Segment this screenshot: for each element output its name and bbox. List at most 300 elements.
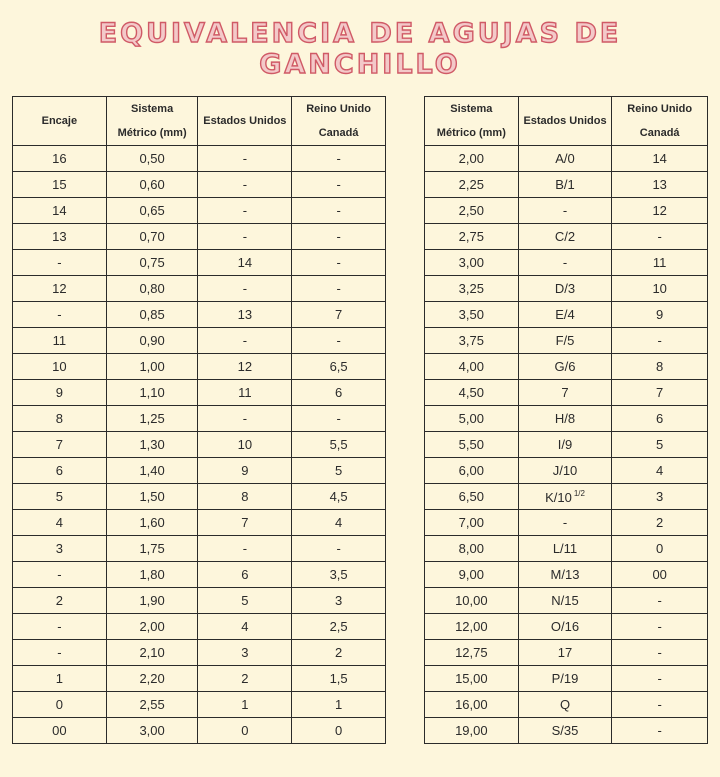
table-cell <box>612 718 708 744</box>
table-cell <box>518 666 612 692</box>
cell-value: 4 <box>55 515 63 530</box>
cell-value: 3,25 <box>458 281 484 296</box>
table-cell <box>13 276 107 302</box>
table-cell <box>518 562 612 588</box>
table-row <box>425 666 708 692</box>
cell-value: 11 <box>238 385 252 400</box>
table-cell <box>292 484 386 510</box>
table-cell <box>13 614 107 640</box>
table-cell <box>106 380 198 406</box>
table-row <box>425 614 708 640</box>
table-cell <box>198 250 292 276</box>
cell-value: - <box>336 333 341 348</box>
table-cell <box>518 484 612 510</box>
cell-value: 7 <box>335 307 343 322</box>
cell-value: 0 <box>335 723 343 738</box>
table-cell <box>612 406 708 432</box>
cell-value: 2 <box>55 593 63 608</box>
cell-value: 4,50 <box>458 385 484 400</box>
table-cell <box>106 666 198 692</box>
column-header <box>292 97 386 146</box>
cell-value: - <box>242 333 248 348</box>
table-cell <box>106 224 198 250</box>
table-cell <box>106 640 198 666</box>
table-cell <box>198 562 292 588</box>
cell-value: - <box>336 177 341 192</box>
cell-value: 12,75 <box>455 645 488 660</box>
cell-value: 1,75 <box>139 541 165 556</box>
table-cell <box>13 536 107 562</box>
table-cell <box>106 302 198 328</box>
column-header-text: Canadá <box>639 127 680 139</box>
table-cell <box>612 276 708 302</box>
cell-value: 2,5 <box>329 619 348 634</box>
table-cell <box>13 328 107 354</box>
table-cell <box>106 198 198 224</box>
table-cell <box>518 536 612 562</box>
table-cell <box>518 510 612 536</box>
fraction-superscript: 1/2 <box>573 488 585 498</box>
cell-value: - <box>336 151 341 166</box>
table-cell <box>518 588 612 614</box>
cell-value: 9 <box>241 463 249 478</box>
cell-value: 6 <box>241 567 249 582</box>
table-row <box>425 562 708 588</box>
table-cell <box>292 250 386 276</box>
cell-value: 7 <box>656 385 664 400</box>
table-cell <box>292 692 386 718</box>
table-cell <box>612 640 708 666</box>
table-cell <box>612 614 708 640</box>
cell-value: - <box>657 723 662 738</box>
cell-value: 0 <box>55 697 63 712</box>
table-cell <box>13 588 107 614</box>
cell-value: - <box>242 177 248 192</box>
cell-value: 12 <box>652 203 667 218</box>
table-row <box>13 198 386 224</box>
table-row <box>425 536 708 562</box>
cell-value: 4 <box>335 515 343 530</box>
cell-value: 5 <box>241 593 249 608</box>
table-row <box>425 328 708 354</box>
table-cell <box>106 692 198 718</box>
cell-value: - <box>657 333 662 348</box>
cell-value: 4,00 <box>458 359 484 374</box>
cell-value: 0,85 <box>139 307 165 322</box>
cell-value: 12 <box>237 359 253 374</box>
table-cell <box>292 328 386 354</box>
table-cell <box>106 432 198 458</box>
table-header-row <box>13 97 386 146</box>
table-cell <box>425 432 519 458</box>
cell-value: 2 <box>335 645 343 660</box>
table-cell <box>106 484 198 510</box>
cell-value: - <box>657 619 662 634</box>
column-header <box>13 97 107 146</box>
cell-value: 11 <box>52 333 67 348</box>
table-cell <box>292 536 386 562</box>
table-row <box>425 458 708 484</box>
table-cell <box>612 380 708 406</box>
cell-value: 17 <box>557 645 573 660</box>
cell-value: 10 <box>237 437 253 452</box>
cell-value: 0,70 <box>139 229 165 244</box>
cell-value: 3,00 <box>139 723 165 738</box>
table-row <box>13 588 386 614</box>
table-row <box>13 692 386 718</box>
cell-value: 0,50 <box>139 151 165 166</box>
cell-value: 3 <box>335 593 343 608</box>
cell-value: 3 <box>241 645 249 660</box>
cell-value: 14 <box>652 151 667 166</box>
cell-value: 0,80 <box>139 281 165 296</box>
table-cell <box>612 172 708 198</box>
table-cell <box>425 380 519 406</box>
table-cell <box>518 328 612 354</box>
table-cell <box>612 510 708 536</box>
cell-value: - <box>57 255 62 270</box>
cell-value: - <box>242 541 248 556</box>
cell-value: - <box>336 281 341 296</box>
table-cell <box>292 276 386 302</box>
table-cell <box>425 640 519 666</box>
table-cell <box>13 692 107 718</box>
table-row <box>13 614 386 640</box>
table-cell <box>612 562 708 588</box>
cell-value: 5,5 <box>329 437 348 452</box>
table-row <box>425 588 708 614</box>
cell-value: - <box>657 229 662 244</box>
cell-value: - <box>657 593 662 608</box>
cell-value: 3 <box>656 489 664 504</box>
column-header-text: Sistema <box>131 103 174 115</box>
column-header <box>106 97 198 146</box>
table-cell <box>425 250 519 276</box>
cell-value: 0,60 <box>139 177 165 192</box>
cell-value: F/5 <box>555 333 575 348</box>
table-cell <box>612 458 708 484</box>
cell-value: 1,25 <box>139 411 165 426</box>
cell-value: - <box>562 203 568 218</box>
cell-value: 2,00 <box>139 619 165 634</box>
cell-value: 1,80 <box>139 567 165 582</box>
cell-value: 0 <box>656 541 664 556</box>
table-row <box>13 172 386 198</box>
table-cell <box>612 146 708 172</box>
column-header <box>425 97 519 146</box>
cell-value: 5 <box>656 437 664 452</box>
table-cell <box>13 406 107 432</box>
needle-size-table-right <box>424 96 708 744</box>
cell-value: 2,25 <box>458 177 484 192</box>
table-cell <box>106 146 198 172</box>
table-cell <box>198 640 292 666</box>
cell-value: 11 <box>652 255 667 270</box>
table-row <box>425 718 708 744</box>
cell-value: 3,75 <box>458 333 484 348</box>
table-row <box>13 406 386 432</box>
table-cell <box>425 458 519 484</box>
cell-value: 2,10 <box>139 645 165 660</box>
cell-value: 10 <box>52 359 67 374</box>
table-cell <box>292 666 386 692</box>
cell-value: M/13 <box>550 567 580 582</box>
table-cell <box>292 640 386 666</box>
cell-value: 12 <box>52 281 67 296</box>
table-cell <box>518 458 612 484</box>
column-header-text: Estados Unidos <box>523 115 607 127</box>
table-row <box>13 432 386 458</box>
cell-value: 7,00 <box>458 515 484 530</box>
cell-value: - <box>242 411 248 426</box>
cell-value: 4,5 <box>329 489 348 504</box>
cell-value: H/8 <box>554 411 576 426</box>
cell-value: 1 <box>335 697 343 712</box>
cell-value: - <box>57 619 62 634</box>
cell-value: 6,00 <box>458 463 484 478</box>
column-header-text: Estados Unidos <box>203 115 287 127</box>
cell-value: 14 <box>52 203 67 218</box>
table-cell <box>518 718 612 744</box>
table-cell <box>425 328 519 354</box>
table-cell <box>198 718 292 744</box>
cell-value: 4 <box>241 619 249 634</box>
table-cell <box>292 172 386 198</box>
table-cell <box>518 276 612 302</box>
table-cell <box>612 354 708 380</box>
column-header-text: Sistema <box>450 103 493 115</box>
table-cell <box>13 224 107 250</box>
needle-size-table-left <box>12 96 386 744</box>
cell-value: C/2 <box>554 229 576 244</box>
cell-value: 0,90 <box>139 333 165 348</box>
table-row <box>13 328 386 354</box>
cell-value: - <box>242 203 248 218</box>
table-cell <box>518 406 612 432</box>
table-cell <box>292 198 386 224</box>
cell-value: 8 <box>241 489 249 504</box>
table-cell <box>106 458 198 484</box>
table-row <box>13 718 386 744</box>
cell-value: 3,00 <box>458 255 484 270</box>
table-row <box>425 354 708 380</box>
table-cell <box>425 406 519 432</box>
cell-value: 1 <box>55 671 63 686</box>
table-row <box>425 172 708 198</box>
cell-value: A/0 <box>555 151 575 166</box>
table-cell <box>518 354 612 380</box>
table-cell <box>13 562 107 588</box>
cell-value: N/15 <box>551 593 579 608</box>
table-row <box>425 302 708 328</box>
cell-value: - <box>657 645 662 660</box>
column-header-text: Métrico (mm) <box>117 127 187 139</box>
table-cell <box>425 666 519 692</box>
table-cell <box>612 432 708 458</box>
table-cell <box>518 224 612 250</box>
cell-value: 7 <box>55 437 63 452</box>
cell-value: 15 <box>52 177 67 192</box>
cell-value: 1,50 <box>139 489 165 504</box>
table-cell <box>425 692 519 718</box>
table-row <box>13 302 386 328</box>
table-row <box>425 510 708 536</box>
table-row <box>13 562 386 588</box>
table-header-row <box>425 97 708 146</box>
table-row <box>13 146 386 172</box>
cell-value: 14 <box>237 255 253 270</box>
table-cell <box>292 458 386 484</box>
cell-value: - <box>657 697 662 712</box>
table-cell <box>518 614 612 640</box>
cell-value: Q <box>559 697 571 712</box>
column-header <box>518 97 612 146</box>
table-cell <box>518 198 612 224</box>
table-cell <box>425 588 519 614</box>
table-cell <box>518 640 612 666</box>
cell-value: - <box>242 229 248 244</box>
table-cell <box>612 588 708 614</box>
cell-value: 2,00 <box>458 151 484 166</box>
table-row <box>425 406 708 432</box>
cell-value: 5,50 <box>458 437 484 452</box>
table-cell <box>106 510 198 536</box>
table-cell <box>198 224 292 250</box>
cell-value: - <box>657 671 662 686</box>
cell-value: 5 <box>335 463 343 478</box>
table-cell <box>425 562 519 588</box>
table-row <box>13 666 386 692</box>
table-cell <box>612 536 708 562</box>
table-cell <box>198 510 292 536</box>
table-cell <box>106 406 198 432</box>
table-cell <box>612 484 708 510</box>
cell-value: B/1 <box>555 177 575 192</box>
table-cell <box>425 224 519 250</box>
table-cell <box>13 640 107 666</box>
table-cell <box>292 562 386 588</box>
table-cell <box>292 380 386 406</box>
cell-value: 2 <box>241 671 249 686</box>
table-cell <box>198 198 292 224</box>
table-cell <box>198 328 292 354</box>
table-cell <box>292 510 386 536</box>
cell-value: O/16 <box>550 619 580 634</box>
table-cell <box>518 380 612 406</box>
table-cell <box>13 172 107 198</box>
column-header-text: Métrico (mm) <box>436 127 506 139</box>
table-cell <box>198 354 292 380</box>
cell-value: 3 <box>55 541 63 556</box>
table-cell <box>198 406 292 432</box>
table-cell <box>106 276 198 302</box>
table-cell <box>292 146 386 172</box>
cell-value: - <box>336 255 341 270</box>
table-row <box>425 640 708 666</box>
column-header-text: Encaje <box>41 115 78 127</box>
column-header-text: Reino Unido <box>627 103 693 115</box>
table-row <box>13 484 386 510</box>
table-cell <box>198 536 292 562</box>
cell-value: 1,10 <box>139 385 165 400</box>
table-row <box>13 510 386 536</box>
table-cell <box>425 484 519 510</box>
cell-value: 7 <box>561 385 569 400</box>
cell-value: - <box>336 411 341 426</box>
cell-value: - <box>57 567 62 582</box>
table-cell <box>13 718 107 744</box>
table-cell <box>612 666 708 692</box>
table-cell <box>13 250 107 276</box>
table-cell <box>106 536 198 562</box>
cell-value: 9,00 <box>458 567 484 582</box>
cell-value: 7 <box>241 515 249 530</box>
cell-value: 00 <box>52 723 67 738</box>
cell-value: 5 <box>55 489 63 504</box>
cell-value: 2,50 <box>458 203 484 218</box>
table-cell <box>612 250 708 276</box>
table-cell <box>425 510 519 536</box>
cell-value: 2,75 <box>458 229 484 244</box>
table-cell <box>198 588 292 614</box>
table-cell <box>13 432 107 458</box>
table-cell <box>612 198 708 224</box>
cell-value: - <box>242 151 248 166</box>
table-cell <box>198 302 292 328</box>
cell-value: 4 <box>656 463 664 478</box>
cell-value: G/6 <box>554 359 576 374</box>
table-row <box>13 458 386 484</box>
cell-value: - <box>562 255 568 270</box>
cell-value: 0,75 <box>139 255 165 270</box>
cell-value: - <box>336 203 341 218</box>
table-row <box>425 250 708 276</box>
cell-value: 3,50 <box>458 307 484 322</box>
table-cell <box>518 302 612 328</box>
column-header <box>198 97 292 146</box>
cell-value: 2,20 <box>139 671 165 686</box>
table-row <box>13 276 386 302</box>
cell-value: 2 <box>656 515 664 530</box>
cell-value: 9 <box>656 307 664 322</box>
table-cell <box>518 692 612 718</box>
cell-value: J/10 <box>552 463 578 478</box>
page-title: EQUIVALENCIA DE AGUJAS DE GANCHILLO <box>98 18 622 80</box>
cell-value: 2,55 <box>139 697 165 712</box>
table-cell <box>106 250 198 276</box>
table-cell <box>13 458 107 484</box>
table-cell <box>106 614 198 640</box>
table-cell <box>13 198 107 224</box>
table-row <box>13 536 386 562</box>
cell-value: D/3 <box>554 281 576 296</box>
table-row <box>425 198 708 224</box>
cell-value: 1,40 <box>139 463 165 478</box>
cell-value: - <box>336 229 341 244</box>
table-cell <box>292 718 386 744</box>
cell-value: 8,00 <box>458 541 484 556</box>
table-cell <box>198 458 292 484</box>
cell-value: 8 <box>55 411 63 426</box>
table-cell <box>425 276 519 302</box>
table-row <box>13 354 386 380</box>
table-cell <box>198 666 292 692</box>
cell-value: P/19 <box>551 671 579 686</box>
table-cell <box>198 484 292 510</box>
table-cell <box>198 432 292 458</box>
cell-value: S/35 <box>551 723 579 738</box>
table-cell <box>106 588 198 614</box>
